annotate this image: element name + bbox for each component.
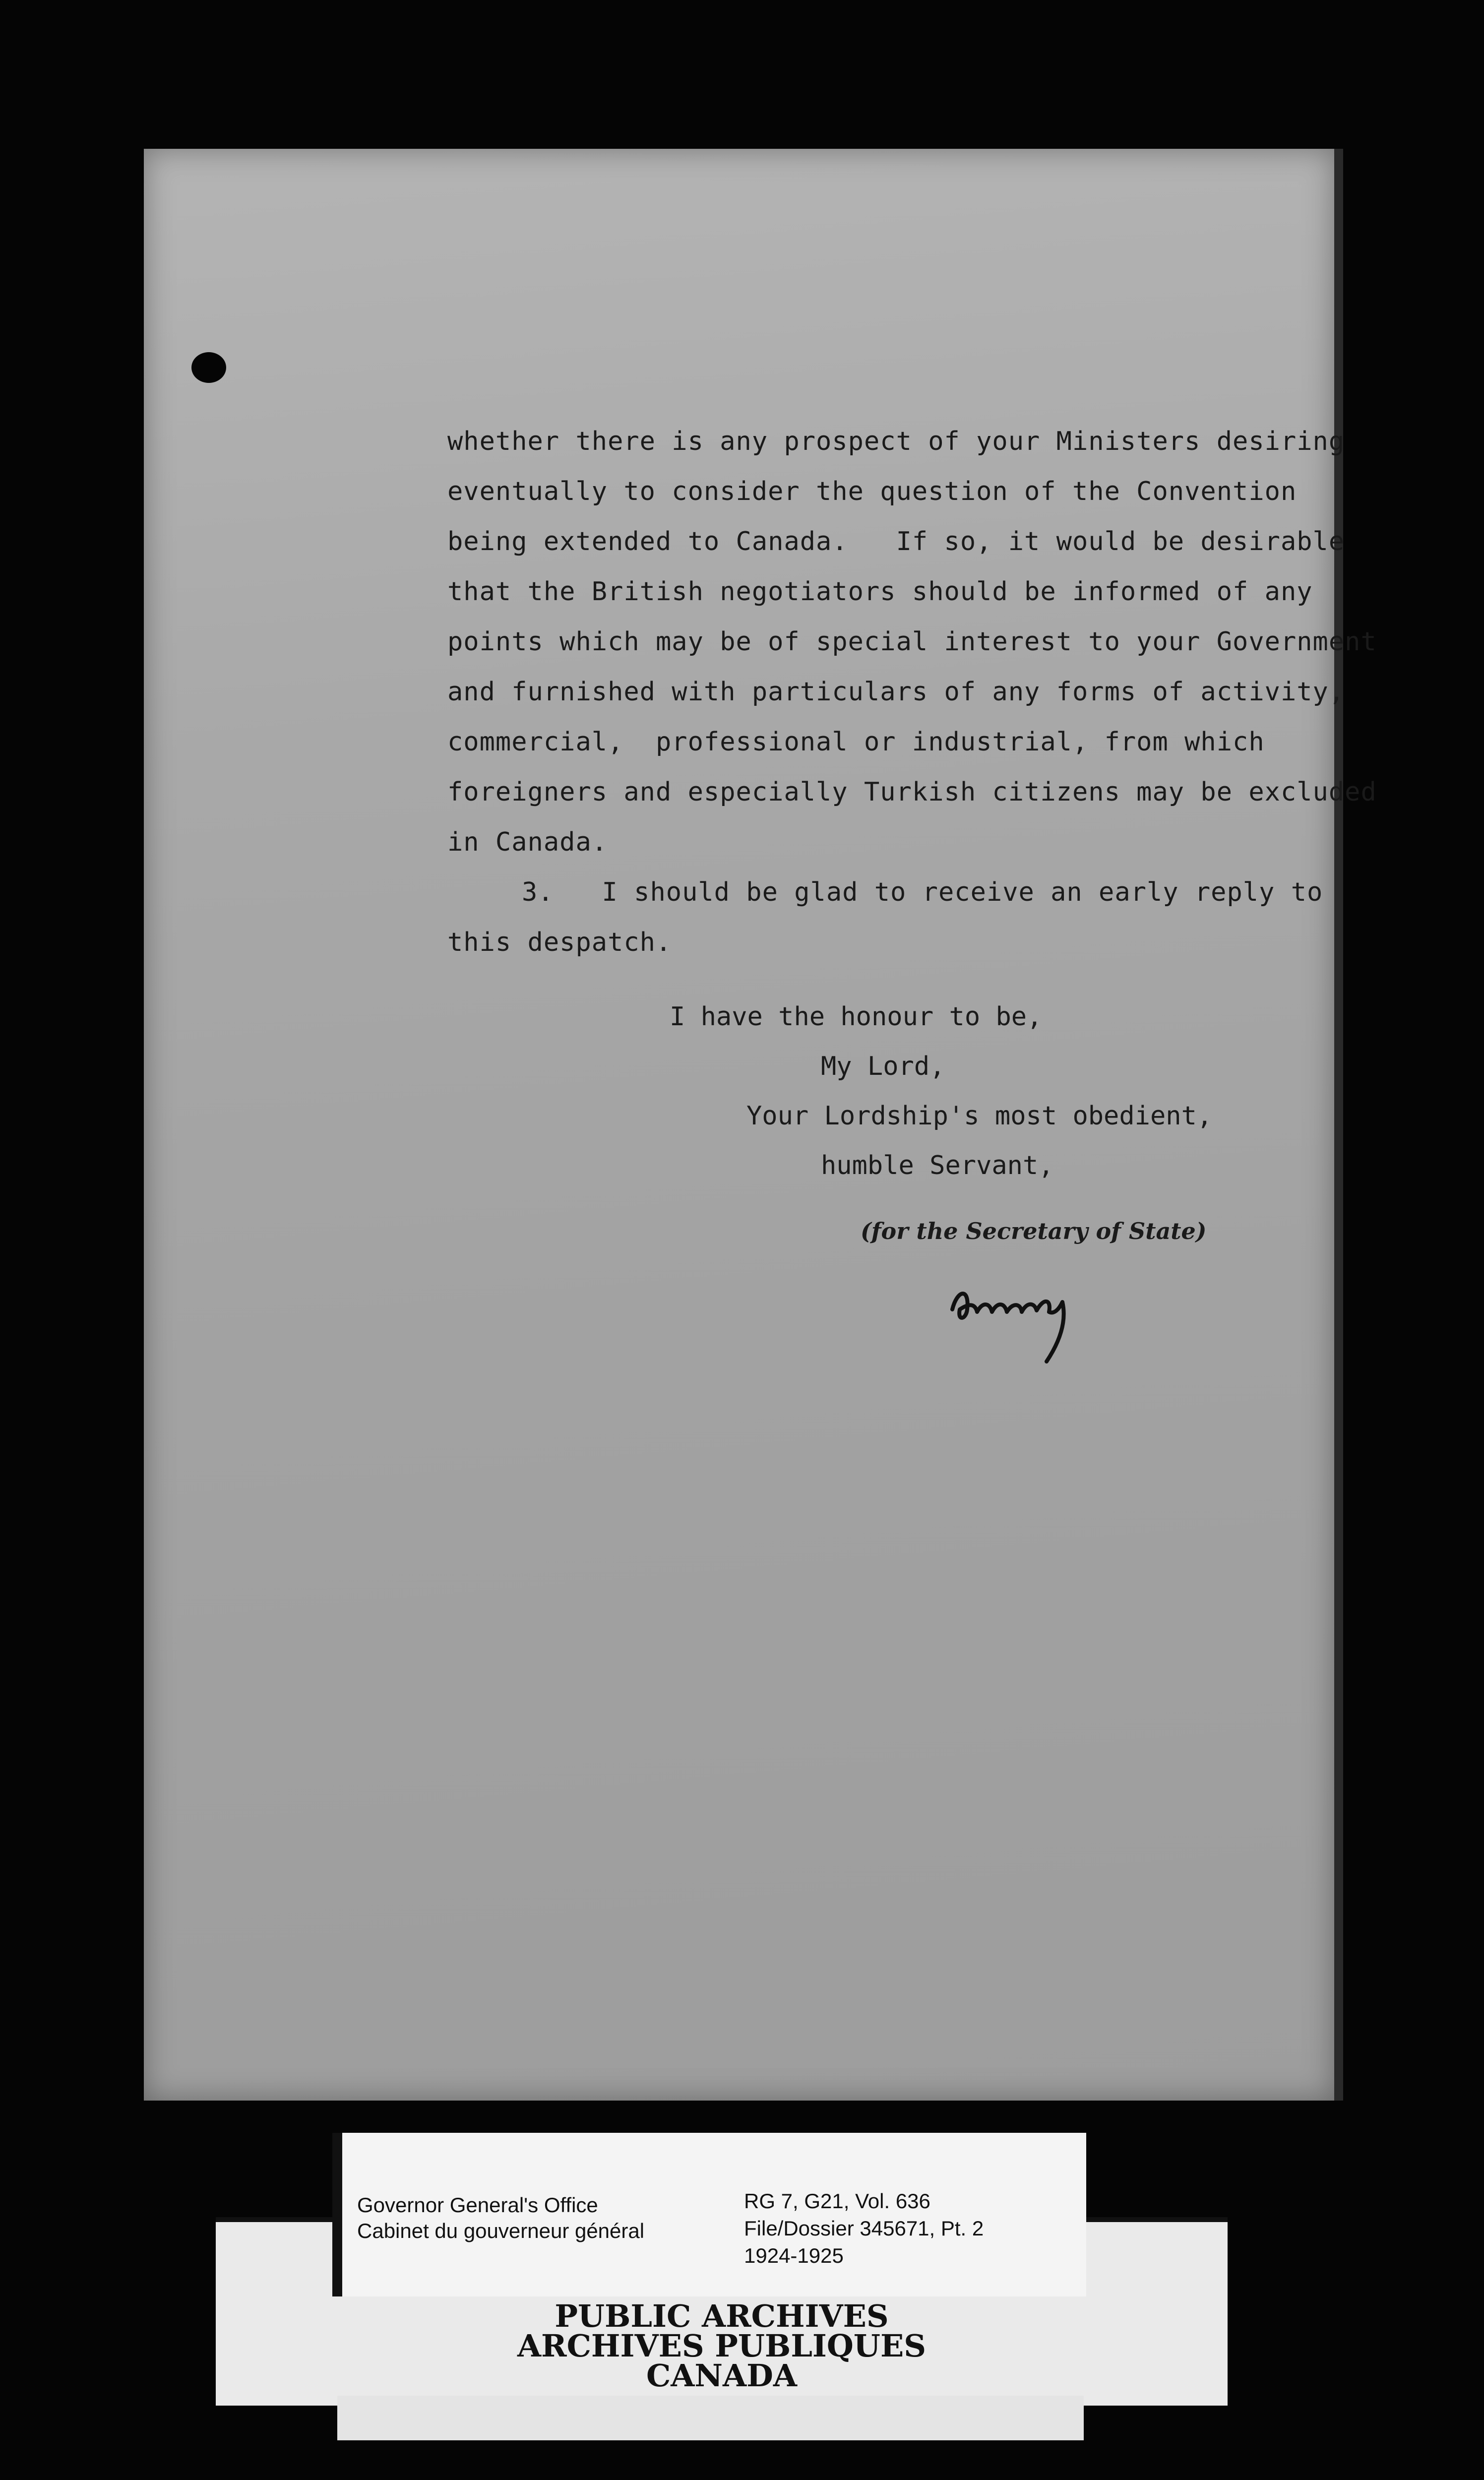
- handwritten-signature: [947, 1275, 1106, 1374]
- letter-line: eventually to consider the question of the Convention: [447, 477, 1297, 506]
- paragraph-3-line: 3. I should be glad to receive an early reply to: [522, 877, 1323, 907]
- letter-line: and furnished with particulars of any forms of activity,: [447, 677, 1345, 707]
- archive-stamp-strip: [337, 2396, 1084, 2440]
- date-range: 1924-1925: [744, 2244, 844, 2267]
- archive-stamp: [216, 2298, 1228, 2394]
- letter-body: [447, 417, 1377, 968]
- letter-line: that the British negotiators should be informed of any: [447, 577, 1313, 607]
- archive-stamp-line-2: ARCHIVES PUBLIQUES: [517, 2328, 927, 2364]
- punch-hole: [191, 352, 226, 383]
- closing-line-3: Your Lordship's most obedient,: [746, 1101, 1213, 1131]
- letter-line: being extended to Canada. If so, it would be desirable: [447, 527, 1345, 557]
- archive-reference-label: [332, 2133, 1086, 2296]
- record-group: RG 7, G21, Vol. 636: [744, 2189, 930, 2213]
- closing-line-1: I have the honour to be,: [670, 1002, 1043, 1032]
- office-name-fr: Cabinet du gouverneur général: [357, 2219, 645, 2242]
- archive-stamp-line-3: CANADA: [646, 2357, 798, 2394]
- letter-page: [144, 149, 1377, 2101]
- signatory-title: (for the Secretary of State): [861, 1218, 1207, 1244]
- office-names: [357, 2192, 644, 2244]
- reference-info: [744, 2187, 984, 2269]
- office-name-en: Governor General's Office: [357, 2193, 598, 2217]
- letter-line: this despatch.: [447, 928, 672, 957]
- letter-line: points which may be of special interest to your Government: [447, 627, 1377, 657]
- letter-line: foreigners and especially Turkish citizens may be excluded: [447, 777, 1377, 807]
- closing-line-2: My Lord,: [821, 1052, 945, 1081]
- letter-line: whether there is any prospect of your Ministers desiring: [447, 427, 1345, 456]
- file-number: File/Dossier 345671, Pt. 2: [744, 2217, 984, 2240]
- closing-line-4: humble Servant,: [821, 1151, 1054, 1180]
- letter-line: commercial, professional or industrial, from which: [447, 727, 1265, 757]
- letter-line: in Canada.: [447, 827, 608, 857]
- archive-stamp-line-1: PUBLIC ARCHIVES: [555, 2298, 889, 2334]
